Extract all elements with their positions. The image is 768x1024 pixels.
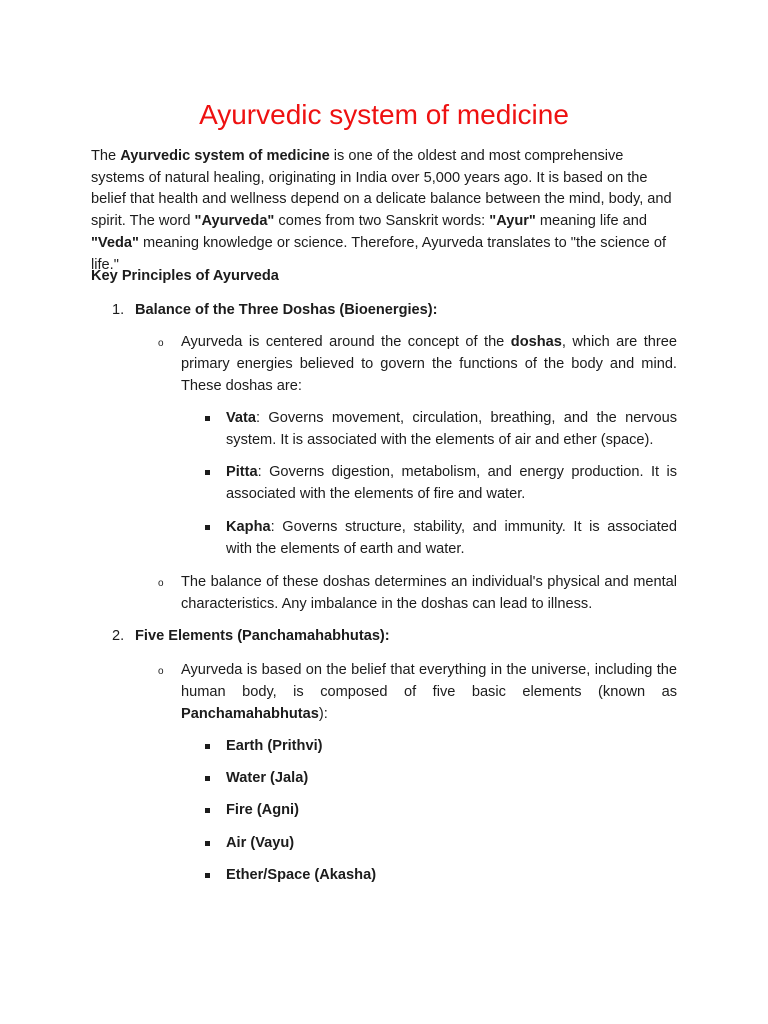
dosha-name: Kapha	[226, 519, 271, 535]
dosha-description: : Governs structure, stability, and immunity. It is associated with the elements of earth and water.	[226, 519, 677, 557]
intro-bold-term: "Veda"	[91, 234, 139, 251]
principle-label: Five Elements (Panchamahabhutas):	[135, 628, 390, 644]
element-item	[226, 767, 677, 789]
element-name: Ether/Space (Akasha)	[226, 867, 377, 883]
sub-text: , which are three primary energies believed to govern the functions of the body and mind. These doshas are:	[181, 334, 678, 394]
dosha-vata	[226, 407, 677, 451]
intro-bold-term: "Ayurveda"	[194, 213, 275, 230]
element-item	[226, 799, 677, 821]
element-name: Earth (Prithvi)	[226, 738, 323, 754]
dosha-kapha	[226, 516, 677, 560]
document-title: Ayurvedic system of medicine	[199, 99, 569, 130]
section-heading: Key Principles of Ayurveda	[91, 268, 279, 284]
list-number: 1.	[112, 302, 125, 318]
element-name: Fire (Agni)	[226, 802, 299, 818]
intro-bold-term: "Ayur"	[489, 213, 536, 230]
intro-paragraph	[91, 146, 677, 276]
circle-bullet-icon: o	[158, 578, 164, 589]
square-bullet-icon	[205, 525, 210, 530]
element-item	[226, 832, 677, 854]
dosha-description: : Governs digestion, metabolism, and energy production. It is associated with the elements of fire and water.	[226, 464, 677, 502]
square-bullet-icon	[205, 776, 210, 781]
sub-bold-term: Panchamahabhutas	[181, 706, 319, 722]
dosha-name: Pitta	[226, 464, 258, 480]
dosha-pitta	[226, 461, 677, 505]
dosha-description: : Governs movement, circulation, breathing, and the nervous system. It is associated with the elements of air and ether (space).	[226, 410, 677, 448]
doshas-paragraph	[181, 331, 677, 397]
element-item	[226, 864, 677, 886]
intro-text: comes from two Sanskrit words:	[274, 213, 490, 230]
sub-text: ):	[318, 706, 328, 722]
element-name: Air (Vayu)	[226, 835, 295, 851]
intro-text: meaning life and	[535, 213, 647, 230]
square-bullet-icon	[205, 808, 210, 813]
square-bullet-icon	[205, 416, 210, 421]
sub-bold-term: doshas	[510, 334, 562, 350]
principle-2-heading	[112, 626, 390, 647]
intro-text: is one of the oldest and most comprehensive systems of natural healing, originating in India over 5,000 years ago. It is based on the belief that health and wellness depend on a delicate balance between the mind, body, and spirit. The word	[91, 148, 672, 230]
square-bullet-icon	[205, 744, 210, 749]
principle-label: Balance of the Three Doshas (Bioenergies):	[135, 302, 438, 318]
intro-text: meaning knowledge or science. Therefore, Ayurveda translates to "the science of life."	[91, 234, 666, 273]
sub-text: Ayurveda is based on the belief that everything in the universe, including the human body, is composed of five basic elements (known as	[181, 662, 677, 700]
square-bullet-icon	[205, 873, 210, 878]
balance-paragraph: The balance of these doshas determines an individual's physical and mental characteristics. Any imbalance in the doshas can lead to illness.	[181, 574, 677, 612]
square-bullet-icon	[205, 470, 210, 475]
element-name: Water (Jala)	[226, 770, 309, 786]
sub-text: Ayurveda is centered around the concept of the	[181, 334, 511, 350]
intro-text: The	[91, 148, 121, 164]
element-item	[226, 735, 677, 757]
list-number: 2.	[112, 628, 125, 644]
circle-bullet-icon: o	[158, 666, 164, 677]
elements-paragraph	[181, 659, 677, 725]
intro-bold-term: Ayurvedic system of medicine	[120, 148, 330, 164]
dosha-name: Vata	[226, 410, 257, 426]
square-bullet-icon	[205, 841, 210, 846]
principle-1-heading	[112, 300, 438, 321]
circle-bullet-icon: o	[158, 338, 164, 349]
